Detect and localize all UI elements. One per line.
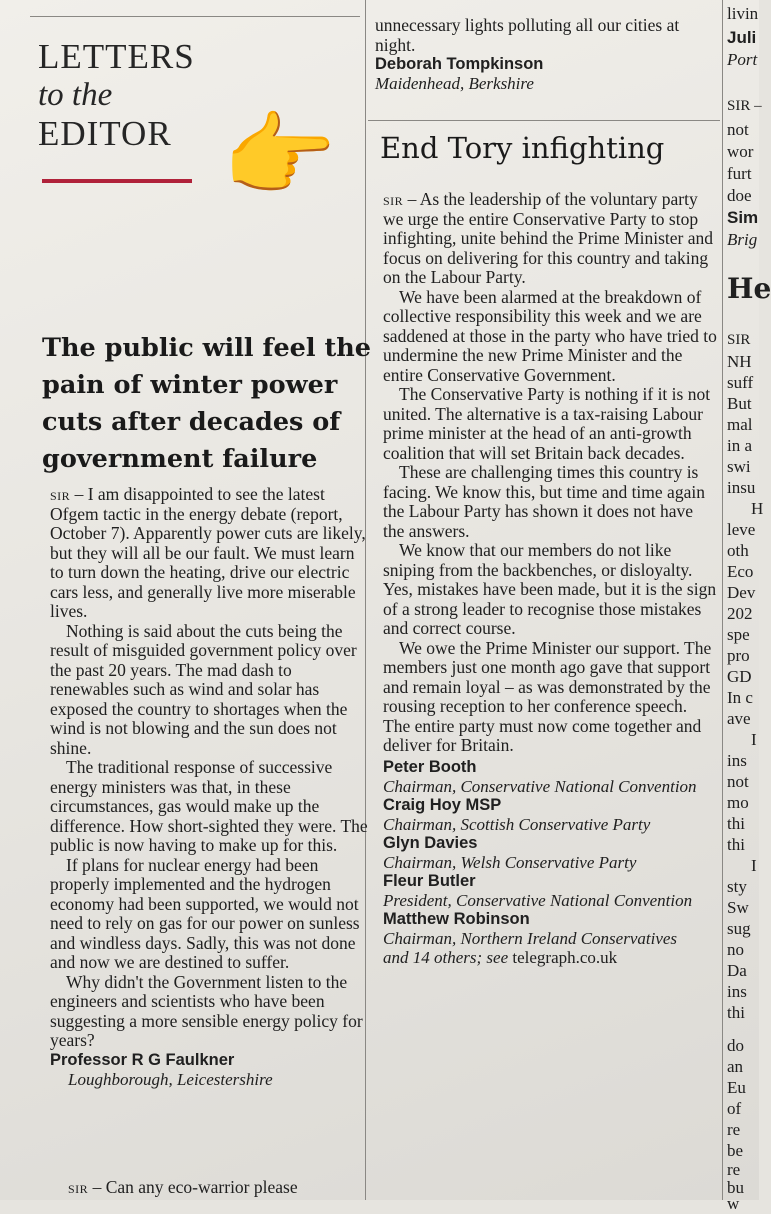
pointing-hand-icon: 👉 <box>222 102 337 209</box>
fragment: Eu <box>727 1078 746 1097</box>
previous-letter-end <box>375 16 710 93</box>
signatory-name: Peter Booth <box>383 757 477 776</box>
signatory-name: Glyn Davies <box>383 833 478 852</box>
left-paragraph: Nothing is said about the cuts being the result of misguided government policy over the past 20 years. The mad dash to renewables such as wind and solar has exposed the country to shortages when the wind is not blowing and the sun does not shine. <box>50 620 357 758</box>
telegraph-link[interactable]: telegraph.co.uk <box>512 947 618 967</box>
fragment: re <box>727 1160 741 1179</box>
fragment: thi <box>727 1003 745 1022</box>
fragment: livin <box>727 4 759 23</box>
signatory-role: Chairman, Conservative National Convention <box>383 776 697 796</box>
sir-salutation: sir <box>68 1177 89 1197</box>
paragraph-text: – As the leadership of the voluntary party we urge the entire Conservative Party to stop infighting, unite behind the Prime Minister and focus on delivering for this country and taking on the Labour Party. <box>383 189 714 287</box>
fragment: Brig <box>727 230 758 249</box>
column-divider-right <box>722 0 723 1200</box>
fragment: But <box>727 394 752 413</box>
left-paragraph <box>50 485 372 622</box>
signatory-name: Craig Hoy MSP <box>383 795 502 814</box>
top-border <box>30 16 360 17</box>
fragment: furt <box>727 164 752 183</box>
fragment: not <box>727 772 749 791</box>
signature-place: Loughborough, Leicestershire <box>68 1069 273 1089</box>
fragment: re <box>727 1120 741 1139</box>
fragment: doe <box>727 186 752 205</box>
masthead-to-the: to the <box>38 77 113 113</box>
fragment: bu <box>727 1178 744 1197</box>
fragment: suff <box>727 373 754 392</box>
fragment: mal <box>727 415 753 434</box>
fragment: w <box>727 1194 740 1213</box>
left-paragraph: If plans for nuclear energy had been properly implemented and the hydrogen economy had been supported, we would not need to rely on gas for our power on sunless and windless days. Sadly, this was not done and now we are destined to suffer. <box>50 854 360 972</box>
middle-paragraph: We owe the Prime Minister our support. The members just one month ago gave that support and remain loyal – as was demonstrated by the rousing reception to her conference speech. The entire party must now come together and deliver for Britain. <box>383 637 712 755</box>
left-paragraph: Why didn't the Government listen to the engineers and scientists who have been suggesting a more sensible energy policy for years? <box>50 971 363 1050</box>
fragment: be <box>727 1141 744 1160</box>
fragment: SIR – <box>727 98 762 114</box>
fragment: Juli <box>727 28 757 47</box>
next-letter-start <box>68 1178 368 1198</box>
middle-paragraph: We know that our members do not like sniping from the backbenches, or disloyalty. Yes, mistakes have been made, but it is the sign of a strong leader to recognise those mistakes and correct course. <box>383 540 717 638</box>
masthead-editor: EDITOR <box>38 114 172 153</box>
left-letter-body <box>50 485 372 1089</box>
fragment: I <box>751 730 757 749</box>
middle-paragraph: We have been alarmed at the breakdown of collective responsibility this week and we are saddened at those in the party who have tried to undermine the new Prime Minister and the entire Conservative Government. <box>383 286 717 385</box>
fragment: wor <box>727 142 754 161</box>
sir-salutation: sir <box>50 484 71 504</box>
fragment: do <box>727 1036 744 1055</box>
fragment: in a <box>727 436 753 455</box>
fragment: leve <box>727 520 756 539</box>
fragment: spe <box>727 625 750 644</box>
fragment: GD <box>727 667 752 686</box>
paragraph-text: – I am disappointed to see the latest Ofgem tactic in the energy debate (report, October 7). Apparently power cuts are likely, but they will all be our fault. We must learn to turn down the heating, drive our electric cars less, and generally live more miserable lives. <box>50 484 366 621</box>
left-letter-headline: The public will feel the pain of winter power cuts after decades of government failure <box>42 333 372 474</box>
left-paragraph: The traditional response of successive energy ministers was that, in these circumstances, gas would make up the difference. How short-sighted they were. The public is now having to make up for this. <box>50 757 368 855</box>
fragment: an <box>727 1057 744 1076</box>
signatory-name: Matthew Robinson <box>383 909 530 928</box>
signatory-footer <box>383 948 718 967</box>
fragment: insu <box>727 478 756 497</box>
middle-letter-headline: End Tory infighting <box>380 131 665 165</box>
fragment: H <box>751 499 764 518</box>
fragment: SIR <box>727 332 751 348</box>
letter-divider <box>368 120 720 121</box>
signatory-role: Chairman, Scottish Conservative Party <box>383 814 651 834</box>
signature-name: Deborah Tompkinson <box>375 55 544 73</box>
fragment: thi <box>727 814 745 833</box>
fragment: mo <box>727 793 749 812</box>
fragment: ins <box>727 751 747 770</box>
fragment: Eco <box>727 562 754 581</box>
signature-name: Professor R G Faulkner <box>50 1050 235 1069</box>
signatory-role: Chairman, Northern Ireland Conservatives <box>383 928 678 948</box>
signatory-role: President, Conservative National Convention <box>383 890 693 910</box>
fragment: sug <box>727 919 751 938</box>
fragment: not <box>727 120 749 139</box>
masthead-letters: LETTERS <box>38 37 195 76</box>
fragment: NH <box>727 352 752 371</box>
fragment: Port <box>727 50 758 69</box>
fragment: He <box>727 272 771 305</box>
fragment: Sw <box>727 898 749 917</box>
fragment: I <box>751 856 757 875</box>
section-masthead <box>38 38 208 154</box>
signatory-role: Chairman, Welsh Conservative Party <box>383 852 637 872</box>
fragment: ave <box>727 709 751 728</box>
fragment: Sim <box>727 208 759 227</box>
signature-place: Maidenhead, Berkshire <box>375 74 534 93</box>
middle-letter-body <box>383 190 718 967</box>
fragment: swi <box>727 457 751 476</box>
fragment: 202 <box>727 604 753 623</box>
previous-letter-text: unnecessary lights polluting all our cities at night. <box>375 15 680 55</box>
fragment: oth <box>727 541 749 560</box>
fragment: Dev <box>727 583 756 602</box>
fragment: In c <box>727 688 753 707</box>
fragment: no <box>727 940 744 959</box>
fragment: thi <box>727 835 745 854</box>
next-letter-text: – Can any eco-warrior please <box>88 1177 298 1197</box>
fragment: pro <box>727 646 750 665</box>
middle-paragraph: These are challenging times this country is facing. We know this, but time and time again the Labour Party has shown it does not have the answers. <box>383 462 705 541</box>
fragment: ins <box>727 982 747 1001</box>
sir-salutation: sir <box>383 189 404 209</box>
middle-paragraph <box>383 190 718 288</box>
fragment: of <box>727 1099 742 1118</box>
signatory-name: Fleur Butler <box>383 871 476 890</box>
fragment: Da <box>727 961 747 980</box>
middle-paragraph: The Conservative Party is nothing if it is not united. The alternative is a tax-raising Labour prime minister at the head of an anti-growth coalition that will set Britain back decades. <box>383 384 711 463</box>
masthead-underline <box>42 179 192 183</box>
fragment: sty <box>727 877 747 896</box>
footer-prefix: and 14 others; see <box>383 947 513 967</box>
